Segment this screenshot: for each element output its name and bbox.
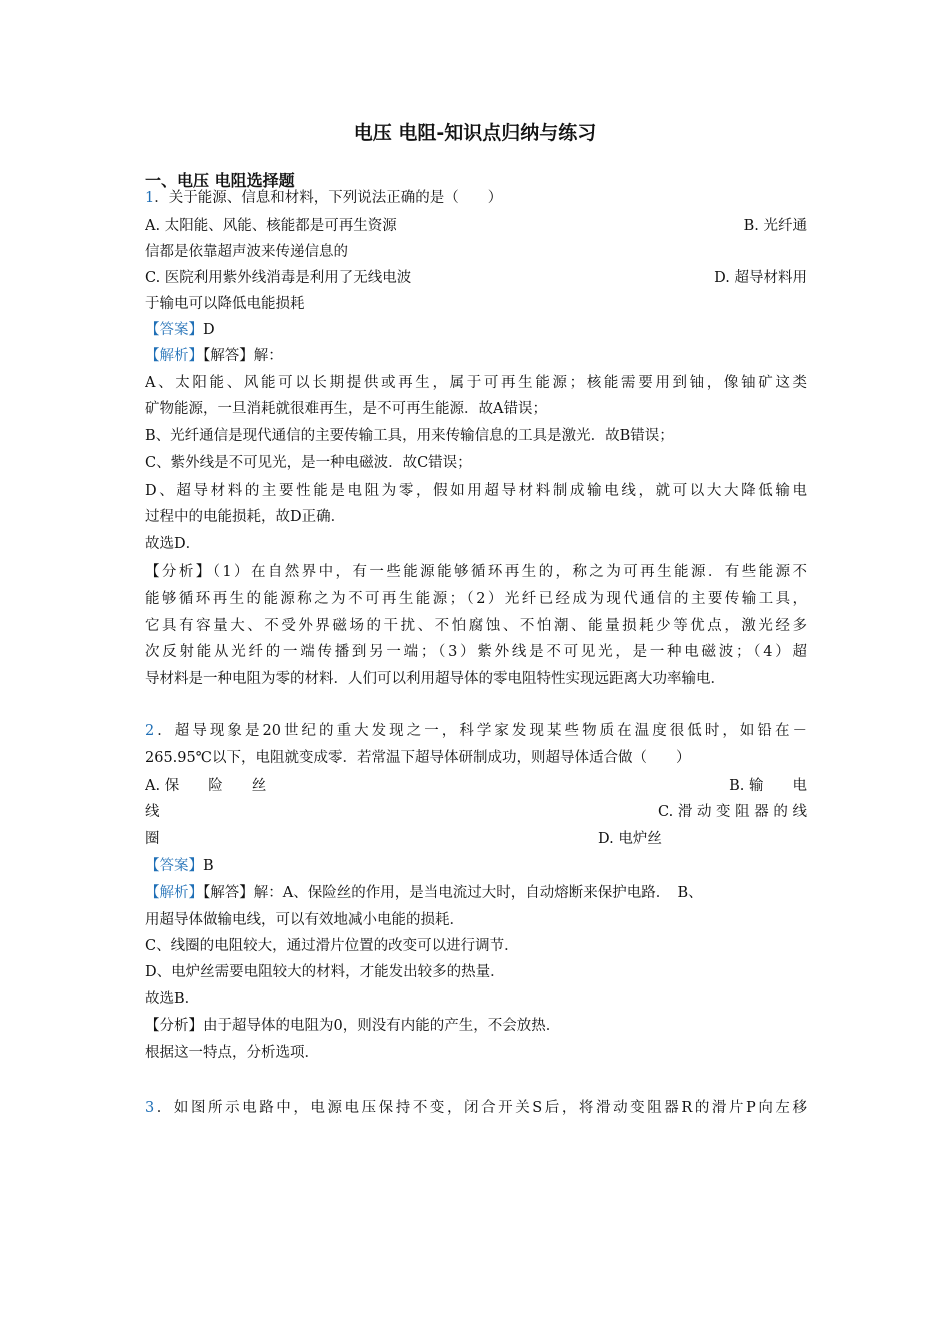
q1-option-a: A. 太阳能、风能、核能都是可再生资源 xyxy=(145,218,397,234)
q1-analysis-head: 【解析】【解答】解： xyxy=(145,348,283,364)
q2-options-row1 xyxy=(145,776,807,796)
q2-option-a: A. 保 险 丝 xyxy=(145,778,267,794)
q1-option-b-cont: 信都是依靠超声波来传递信息的 xyxy=(145,244,348,260)
q2-option-c-cont: 圈 xyxy=(145,831,160,847)
q1-option-c: C. 医院利用紫外线消毒是利用了无线电波 xyxy=(145,270,412,286)
q2-commentary-line: 【分析】由于超导体的电阻为0，则没有内能的产生，不会放热． xyxy=(145,1018,561,1034)
q2-analysis-line: D、电炉丝需要电阻较大的材料，才能发出较多的热量． xyxy=(145,964,505,980)
page-title: 电压 电阻-知识点归纳与练习 xyxy=(353,122,597,144)
q1-analysis-line: 矿物能源，一旦消耗就很难再生，是不可再生能源．故A错误； xyxy=(145,401,547,417)
q2-answer: 【答案】B xyxy=(145,858,214,874)
q2-options-row2 xyxy=(145,802,807,822)
q1-commentary-line: 它具有容量大、不受外界磁场的干扰、不怕腐蚀、不怕潮、能量损耗少等优点，激光经多 xyxy=(145,618,807,634)
q3-number: 3 xyxy=(145,1100,155,1116)
q2-option-b-cont: 线 xyxy=(145,804,160,820)
q2-analysis-line: 【解析】【解答】解：A、保险丝的作用，是当电流过大时，自动熔断来保护电路． B、 xyxy=(145,885,703,901)
q1-options-row2 xyxy=(145,268,807,288)
q1-option-d: D. 超导材料用 xyxy=(714,270,807,286)
q2-option-c: C. 滑 动 变 阻 器 的 线 xyxy=(658,804,807,820)
q1-commentary-line: 能够循环再生的能源称之为不可再生能源；（2）光纤已经成为现代通信的主要传输工具， xyxy=(145,591,807,607)
q2-option-b: B. 输 电 xyxy=(729,778,807,794)
q1-analysis-line: A、太阳能、风能可以长期提供或再生，属于可再生能源；核能需要用到铀，像铀矿这类 xyxy=(145,375,807,391)
q2-stem-cont: 265.95℃以下，电阻就变成零．若常温下超导体研制成功，则超导体适合做（ ） xyxy=(145,750,691,766)
q1-analysis-line: C、紫外线是不可见光，是一种电磁波．故C错误； xyxy=(145,455,472,471)
q2-stem: 2．超导现象是20世纪的重大发现之一，科学家发现某些物质在温度很低时，如铅在－ xyxy=(145,723,807,739)
q1-analysis-line: D、超导材料的主要性能是电阻为零，假如用超导材料制成输电线，就可以大大降低输电 xyxy=(145,483,807,499)
q2-analysis-line: C、线圈的电阻较大，通过滑片位置的改变可以进行调节． xyxy=(145,938,519,954)
q2-analysis-line: 用超导体做输电线，可以有效地减小电能的损耗． xyxy=(145,912,464,928)
q1-answer: 【答案】D xyxy=(145,322,215,338)
q1-analysis-line: 过程中的电能损耗，故D正确． xyxy=(145,509,346,525)
q1-options-row1 xyxy=(145,216,807,236)
q1-commentary-line: 【分析】（1）在自然界中，有一些能源能够循环再生的，称之为可再生能源．有些能源不 xyxy=(145,564,807,580)
q1-number: 1 xyxy=(145,190,155,206)
q1-analysis-line: 故选D． xyxy=(145,536,201,552)
q1-option-b: B. 光纤通 xyxy=(743,218,807,234)
q1-commentary-line: 次反射能从光纤的一端传播到另一端；（3）紫外线是不可见光，是一种电磁波；（4）超 xyxy=(145,644,807,660)
q2-option-d: D. 电炉丝 xyxy=(598,831,662,847)
q2-commentary-line: 根据这一特点，分析选项． xyxy=(145,1045,319,1061)
q1-commentary-line: 导材料是一种电阻为零的材料．人们可以利用超导体的零电阻特性实现远距离大功率输电． xyxy=(145,671,725,687)
q1-stem: 1．关于能源、信息和材料，下列说法正确的是（ ） xyxy=(145,190,503,206)
q2-options-row3 xyxy=(145,829,807,849)
section-heading: 一、电压 电阻选择题 xyxy=(145,171,295,190)
q3-stem: 3．如图所示电路中，电源电压保持不变，闭合开关S后，将滑动变阻器R的滑片P向左移 xyxy=(145,1100,807,1116)
q1-analysis-line: B、光纤通信是现代通信的主要传输工具，用来传输信息的工具是激光．故B错误； xyxy=(145,428,674,444)
q1-option-d-cont: 于输电可以降低电能损耗 xyxy=(145,296,305,312)
q2-analysis-line: 故选B． xyxy=(145,991,200,1007)
q2-number: 2 xyxy=(145,723,155,739)
